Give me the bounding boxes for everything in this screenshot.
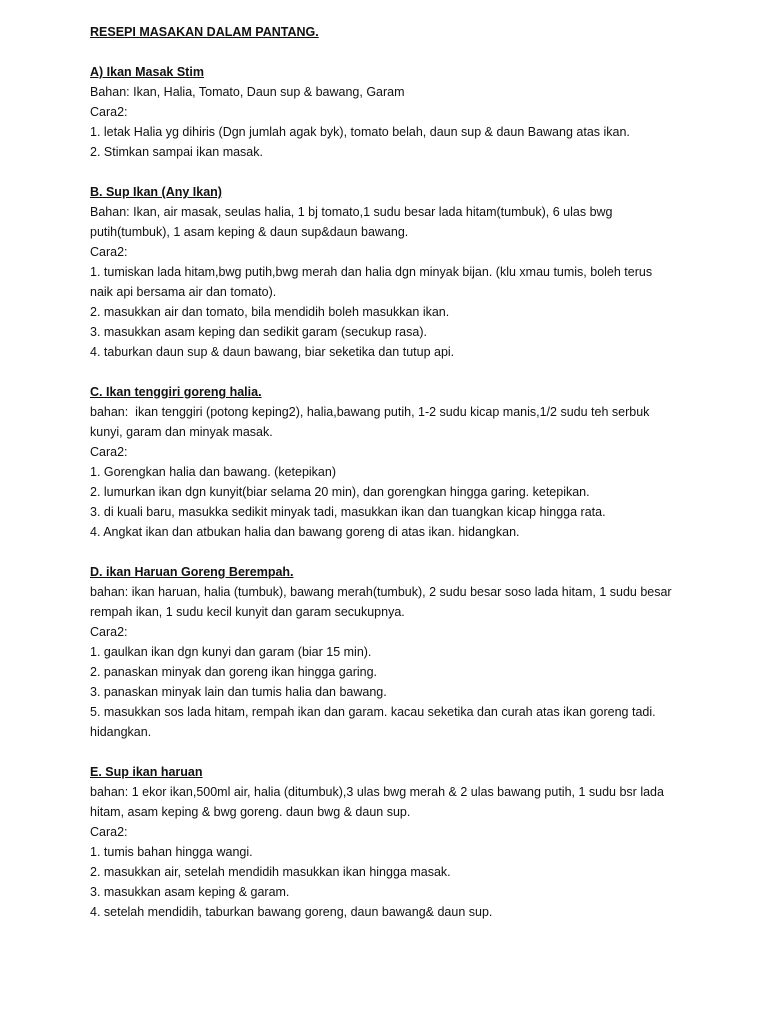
- recipe-line: 3. masukkan asam keping dan sedikit garam (secukup rasa).: [90, 325, 427, 339]
- recipe-line: hidangkan.: [90, 725, 152, 739]
- recipe-line: bahan: 1 ekor ikan,500ml air, halia (ditumbuk),3 ulas bwg merah & 2 ulas bawang putih, 1 sudu bsr lada: [90, 785, 664, 799]
- recipe-line: Bahan: Ikan, air masak, seulas halia, 1 bj tomato,1 sudu besar lada hitam(tumbuk), 6 ulas bwg: [90, 205, 613, 219]
- recipe-line: bahan: ikan tenggiri (potong keping2), halia,bawang putih, 1-2 sudu kicap manis,1/2 sudu teh serbuk: [90, 405, 650, 419]
- recipe-line: 3. di kuali baru, masukka sedikit minyak tadi, masukkan ikan dan tuangkan kicap hingga rata.: [90, 505, 606, 519]
- recipe-section-b: [90, 182, 730, 362]
- recipe-line: 1. tumiskan lada hitam,bwg putih,bwg merah dan halia dgn minyak bijan. (klu xmau tumis, boleh terus: [90, 265, 653, 279]
- recipe-line: Cara2:: [90, 105, 128, 119]
- recipe-line: 1. Gorengkan halia dan bawang. (ketepikan): [90, 465, 336, 479]
- recipe-line: 2. lumurkan ikan dgn kunyit(biar selama 20 min), dan gorengkan hingga garing. ketepikan.: [90, 485, 590, 499]
- recipe-line: 1. gaulkan ikan dgn kunyi dan garam (biar 15 min).: [90, 645, 372, 659]
- recipe-line: putih(tumbuk), 1 asam keping & daun sup&daun bawang.: [90, 225, 409, 239]
- recipe-line: Cara2:: [90, 245, 128, 259]
- recipe-line: 4. taburkan daun sup & daun bawang, biar seketika dan tutup api.: [90, 345, 455, 359]
- recipe-line: bahan: ikan haruan, halia (tumbuk), bawang merah(tumbuk), 2 sudu besar soso lada hitam, 1 sudu besar: [90, 585, 672, 599]
- recipe-line: 2. masukkan air, setelah mendidih masukkan ikan hingga masak.: [90, 865, 451, 879]
- recipe-section-d: [90, 562, 730, 742]
- recipe-line: naik api bersama air dan tomato).: [90, 285, 277, 299]
- recipe-line: 2. Stimkan sampai ikan masak.: [90, 145, 263, 159]
- recipe-line: hitam, asam keping & bwg goreng. daun bwg & daun sup.: [90, 805, 411, 819]
- recipe-line: Cara2:: [90, 825, 128, 839]
- recipe-line: 1. tumis bahan hingga wangi.: [90, 845, 253, 859]
- document-page: [90, 22, 730, 922]
- recipe-section-e: [90, 762, 730, 922]
- recipe-line: kunyi, garam dan minyak masak.: [90, 425, 273, 439]
- recipe-title: B. Sup Ikan (Any Ikan): [90, 185, 222, 199]
- recipe-section-a: [90, 62, 730, 162]
- recipe-line: 2. masukkan air dan tomato, bila mendidih boleh masukkan ikan.: [90, 305, 450, 319]
- recipe-line: 4. setelah mendidih, taburkan bawang goreng, daun bawang& daun sup.: [90, 905, 493, 919]
- recipe-line: rempah ikan, 1 sudu kecil kunyit dan garam secukupnya.: [90, 605, 405, 619]
- recipe-line: 4. Angkat ikan dan atbukan halia dan bawang goreng di atas ikan. hidangkan.: [90, 525, 520, 539]
- recipe-line: 5. masukkan sos lada hitam, rempah ikan dan garam. kacau seketika dan curah atas ikan goreng tadi.: [90, 705, 656, 719]
- recipe-section-c: [90, 382, 730, 542]
- recipe-line: 3. masukkan asam keping & garam.: [90, 885, 290, 899]
- recipe-title: E. Sup ikan haruan: [90, 765, 203, 779]
- recipe-line: Bahan: Ikan, Halia, Tomato, Daun sup & bawang, Garam: [90, 85, 405, 99]
- recipe-line: Cara2:: [90, 625, 128, 639]
- recipe-title: A) Ikan Masak Stim: [90, 65, 204, 79]
- document-title: RESEPI MASAKAN DALAM PANTANG.: [90, 25, 319, 39]
- recipe-line: 3. panaskan minyak lain dan tumis halia dan bawang.: [90, 685, 387, 699]
- recipe-line: Cara2:: [90, 445, 128, 459]
- recipe-title: D. ikan Haruan Goreng Berempah.: [90, 565, 294, 579]
- recipe-line: 1. letak Halia yg dihiris (Dgn jumlah agak byk), tomato belah, daun sup & daun Bawang atas ikan.: [90, 125, 630, 139]
- recipe-title: C. Ikan tenggiri goreng halia.: [90, 385, 262, 399]
- recipe-line: 2. panaskan minyak dan goreng ikan hingga garing.: [90, 665, 378, 679]
